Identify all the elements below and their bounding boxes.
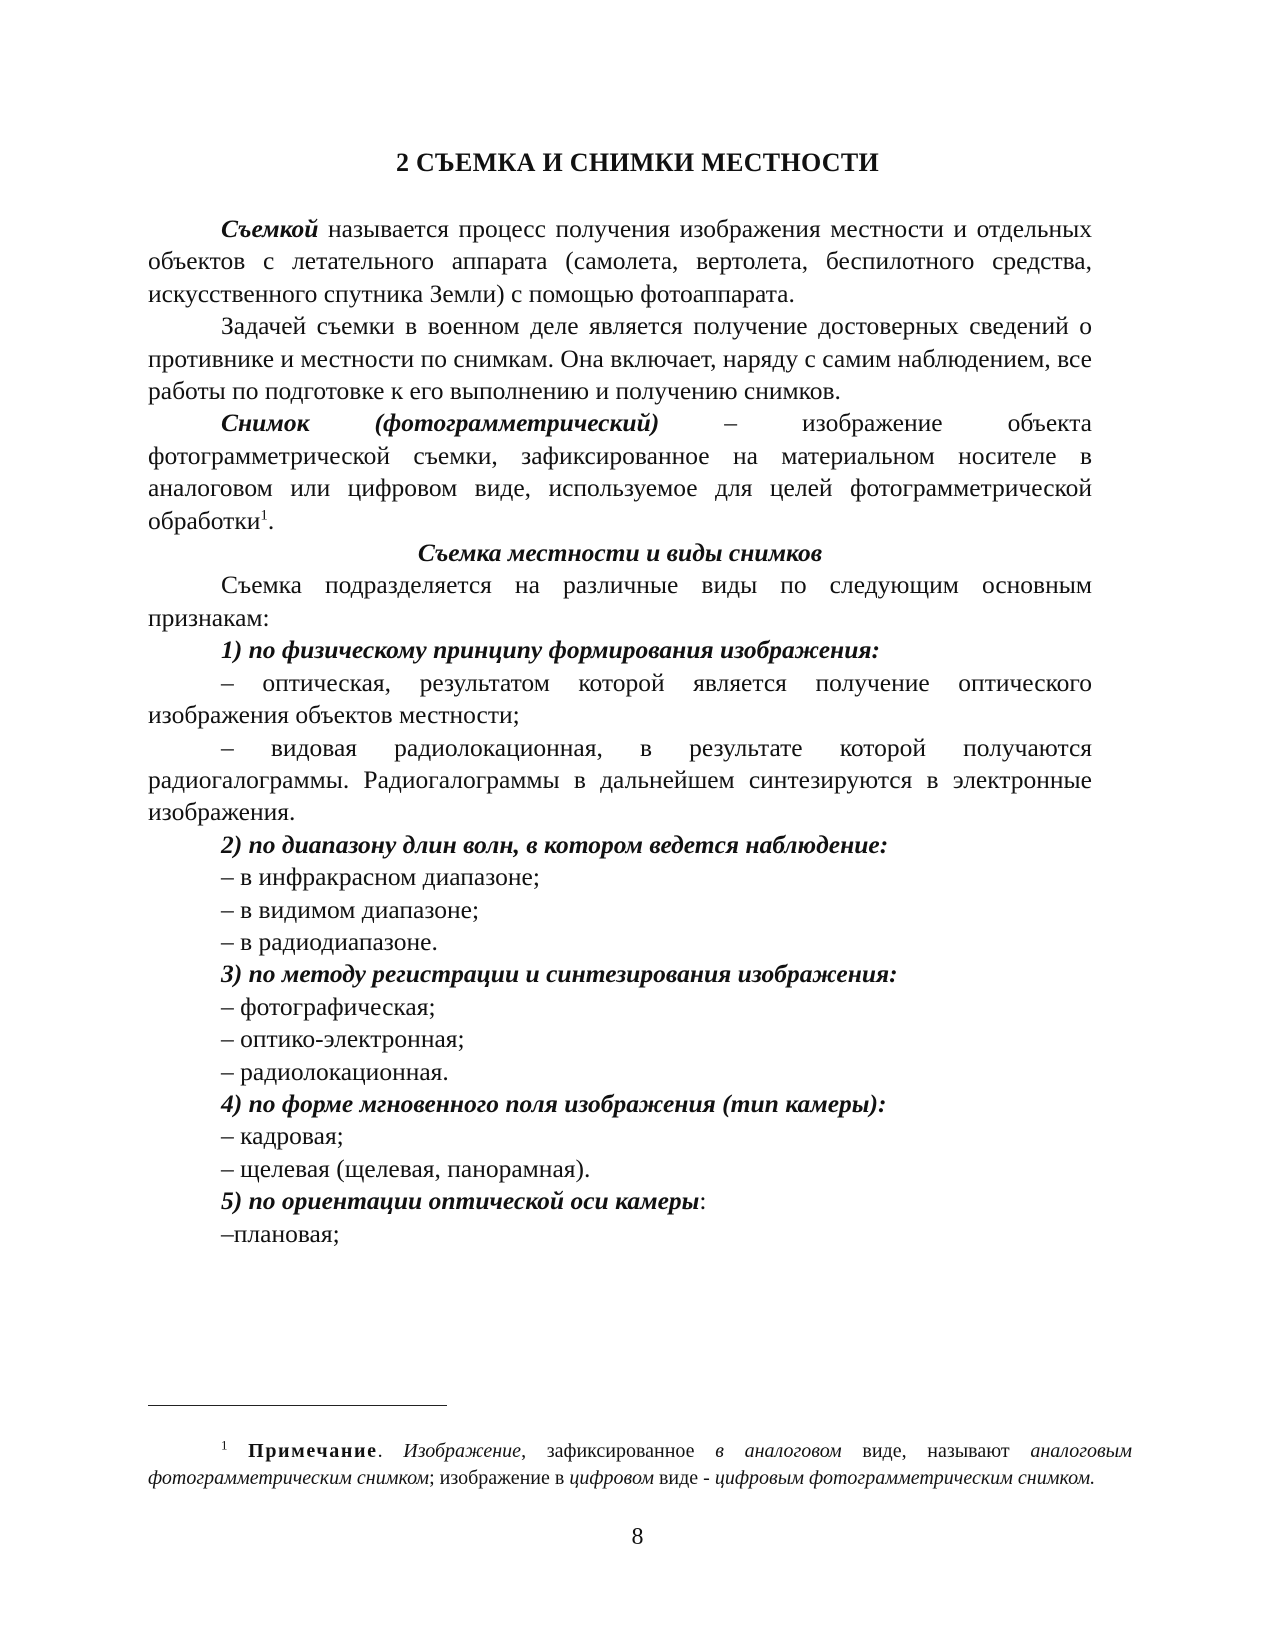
footnote-text: , зафиксированное [521, 1440, 716, 1462]
criterion-1-item: – оптическая, результатом которой является получение оптического изображения объектов местности; [148, 667, 1092, 730]
criterion-5-title-line [148, 1185, 1092, 1217]
criterion-2-item: – в видимом диапазоне; [221, 894, 480, 924]
footnote-text: Изображение [403, 1440, 522, 1462]
term-image: Снимок (фотограмметрический) [221, 408, 660, 438]
criterion-2-item: – в инфракрасном диапазоне; [221, 862, 540, 892]
footnote-text: аналоговым фотограмметрическим снимком [148, 1440, 1132, 1489]
criterion-4-item: – кадровая; [221, 1121, 344, 1151]
footnote-text: цифровом [569, 1467, 654, 1489]
footnote-label-end: . [377, 1440, 404, 1462]
criterion-3-item: – фотографическая; [221, 991, 436, 1021]
footnote-separator [148, 1405, 447, 1406]
footnote-text: виде - [653, 1467, 715, 1489]
page-number: 8 [631, 1524, 644, 1550]
criterion-5-colon: : [699, 1186, 707, 1216]
paragraph-definition-image [148, 407, 1092, 537]
paragraph-classification-intro: Съемка подразделяется на различные виды по следующим основным признакам: [148, 570, 1092, 632]
footnote [148, 1438, 1132, 1492]
criterion-5-title: 5) по ориентации оптической оси камеры [221, 1186, 700, 1216]
subheading: Съемка местности и виды снимков [417, 538, 823, 568]
definition-survey-text: называется процесс получения изображения местности и отдельных объектов с летательного аппарата (самолета, вертолета, беспилотного средства, искусственного спутника Земли) с помощью фотоаппарата. [148, 214, 1092, 308]
body-text [148, 213, 1092, 1250]
criterion-1-item: – видовая радиолокационная, в результате которой получаются радиогалограммы. Радиогалограммы в дальнейшем синтезируются в электронные изображения. [148, 732, 1092, 827]
paragraph-definition-survey [148, 213, 1092, 310]
term-survey: Съемкой [221, 214, 319, 243]
criterion-3-title: 3) по методу регистрации и синтезирования изображения: [221, 959, 898, 989]
criterion-4-title: 4) по форме мгновенного поля изображения (тип камеры): [221, 1088, 887, 1118]
footnote-label: Примечание [248, 1440, 378, 1462]
footnote-text: цифровым фотограмметрическим снимком. [714, 1467, 1096, 1489]
criterion-3-item: – радиолокационная. [221, 1056, 449, 1086]
section-heading: 2 СЪЕМКА И СНИМКИ МЕСТНОСТИ [395, 148, 880, 177]
footnote-mark: 1 [221, 1437, 228, 1453]
footnote-text: ; изображение в [429, 1467, 570, 1489]
criterion-3-item: – оптико-электронная; [221, 1024, 465, 1054]
criterion-4-item: – щелевая (щелевая, панорамная). [221, 1153, 591, 1183]
definition-image-text: – изображение объекта фотограмметрической съемки, зафиксированное на материальном носителе в аналоговом или цифровом виде, используемое для целей фотограмметрической обработки [148, 408, 1092, 535]
criterion-1-title: 1) по физическому принципу формирования изображения: [221, 635, 881, 665]
paragraph-survey-task: Задачей съемки в военном деле является получение достоверных сведений о противнике и местности по снимкам. Она включает, наряду с самим наблюдением, все работы по подготовке к его выполнению и получению снимков. [148, 311, 1092, 406]
footnote-reference: 1 [260, 507, 268, 524]
criterion-2-item: – в радиодиапазоне. [221, 926, 438, 956]
criterion-5-item: –плановая; [221, 1218, 340, 1248]
footnote-text: виде, называют [841, 1440, 1031, 1462]
footnote-text: в аналоговом [715, 1440, 842, 1462]
criterion-2-title: 2) по диапазону длин волн, в котором ведется наблюдение: [221, 829, 889, 859]
definition-image-end: . [267, 505, 275, 535]
